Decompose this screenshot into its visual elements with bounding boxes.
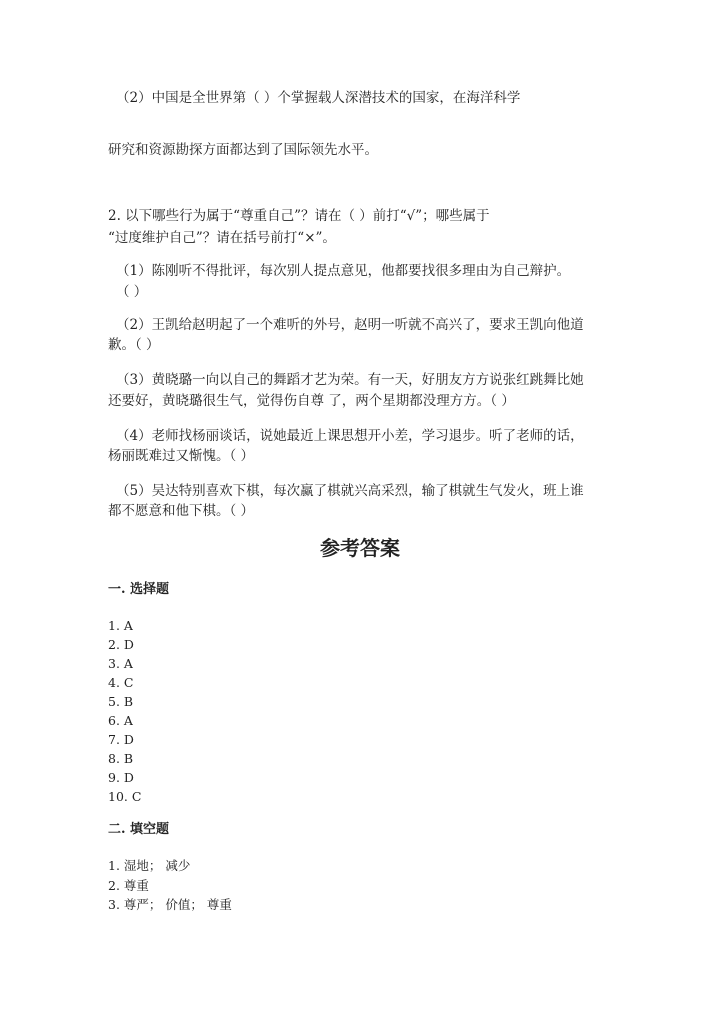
answer-item: 1. 湿地； 减少	[108, 858, 191, 873]
answer-item: 2. D	[108, 637, 134, 652]
question-item-2-line1: （2）王凯给赵明起了一个难听的外号，赵明一听就不高兴了，要求王凯向他道	[116, 317, 584, 333]
answer-item: 3. 尊严； 价值； 尊重	[108, 897, 232, 912]
section-fill-in-title: 二. 填空题	[108, 822, 170, 837]
question-2-stem-line1: 2. 以下哪些行为属于“尊重自己”？请在（ ）前打“√”；哪些属于	[108, 208, 490, 224]
answer-item: 10. C	[108, 789, 142, 804]
fill-item-2-line1: （2）中国是全世界第（ ）个掌握载人深潜技术的国家，在海洋科学	[116, 90, 521, 106]
fill-item-2-line2: 研究和资源勘探方面都达到了国际领先水平。	[108, 142, 378, 158]
answer-item: 1. A	[108, 618, 133, 633]
answer-key-title: 参考答案	[320, 536, 400, 560]
section-multiple-choice-title: 一. 选择题	[108, 582, 170, 597]
question-item-1-line2: （ ）	[116, 284, 148, 300]
answer-item: 6. A	[108, 713, 133, 728]
question-item-5-line2: 都不愿意和他下棋。（ ）	[108, 503, 255, 519]
answer-item: 8. B	[108, 751, 134, 766]
question-item-4-line2: 杨丽既难过又惭愧。（ ）	[108, 448, 255, 464]
question-item-2-line2: 歉。（ ）	[108, 337, 160, 353]
question-2-stem-line2: “过度维护自己”？请在括号前打“×”。	[108, 230, 336, 246]
answer-item: 4. C	[108, 675, 134, 690]
question-item-3-line2: 还要好，黄晓璐很生气，觉得伤自尊 了，两个星期都没理方方。（ ）	[108, 393, 515, 409]
answer-item: 3. A	[108, 656, 133, 671]
answer-item: 2. 尊重	[108, 878, 149, 893]
question-item-5-line1: （5）吴达特别喜欢下棋，每次赢了棋就兴高采烈，输了棋就生气发火，班上谁	[116, 483, 584, 499]
answer-item: 9. D	[108, 770, 134, 785]
answer-item: 5. B	[108, 694, 134, 709]
answer-item: 7. D	[108, 732, 134, 747]
question-item-3-line1: （3）黄晓璐一向以自己的舞蹈才艺为荣。有一天，好朋友方方说张红跳舞比她	[116, 372, 584, 388]
question-item-4-line1: （4）老师找杨丽谈话，说她最近上课思想开小差，学习退步。听了老师的话，	[116, 428, 584, 444]
question-item-1-line1: （1）陈刚听不得批评，每次别人提点意见，他都要找很多理由为自己辩护。	[116, 263, 571, 279]
